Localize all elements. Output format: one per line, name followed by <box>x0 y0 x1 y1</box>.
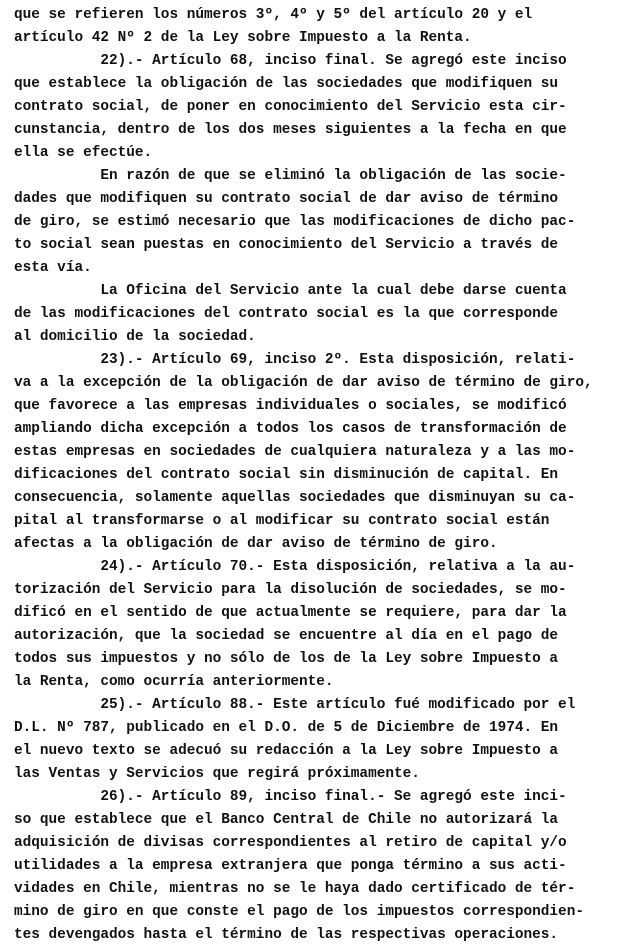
text-line: La Oficina del Servicio ante la cual debe darse cuenta <box>14 283 567 299</box>
text-line: cunstancia, dentro de los dos meses siguientes a la fecha en que <box>14 122 567 138</box>
text-line: autorización, que la sociedad se encuentre al día en el pago de <box>14 628 559 644</box>
text-line: En razón de que se eliminó la obligación de las socie- <box>14 168 567 184</box>
text-line: adquisición de divisas correspondientes al retiro de capital y/o <box>14 835 567 851</box>
text-line: so que establece que el Banco Central de Chile no autorizará la <box>14 812 559 828</box>
text-line: dificaciones del contrato social sin disminución de capital. En <box>14 467 559 483</box>
text-line: ampliando dicha excepción a todos los casos de transformación de <box>14 421 567 437</box>
text-line: de las modificaciones del contrato social es la que corresponde <box>14 306 559 322</box>
text-line: 22).- Artículo 68, inciso final. Se agregó este inciso <box>14 53 567 69</box>
text-line: utilidades a la empresa extranjera que ponga término a sus acti- <box>14 858 567 874</box>
text-line: estas empresas en sociedades de cualquiera naturaleza y a las mo- <box>14 444 576 460</box>
text-line: artículo 42 Nº 2 de la Ley sobre Impuesto a la Renta. <box>14 30 472 46</box>
text-line: al domicilio de la sociedad. <box>14 329 256 345</box>
text-line: el nuevo texto se adecuó su redacción a la Ley sobre Impuesto a <box>14 743 559 759</box>
text-line: mino de giro en que conste el pago de los impuestos correspondien- <box>14 904 584 920</box>
text-line: vidades en Chile, mientras no se le haya dado certificado de tér- <box>14 881 576 897</box>
text-line: de giro, se estimó necesario que las modificaciones de dicho pac- <box>14 214 576 230</box>
text-line: 23).- Artículo 69, inciso 2º. Esta disposición, relati- <box>14 352 576 368</box>
text-line: dades que modifiquen su contrato social de dar aviso de término <box>14 191 559 207</box>
text-line: 24).- Artículo 70.- Esta disposición, relativa a la au- <box>14 559 576 575</box>
text-line: torización del Servicio para la disolución de sociedades, se mo- <box>14 582 567 598</box>
text-line: que se refieren los números 3º, 4º y 5º del artículo 20 y el <box>14 7 533 23</box>
text-line: afectas a la obligación de dar aviso de término de giro. <box>14 536 498 552</box>
text-line: contrato social, de poner en conocimiento del Servicio esta cir- <box>14 99 567 115</box>
text-line: que establece la obligación de las sociedades que modifiquen su <box>14 76 559 92</box>
text-line: ella se efectúe. <box>14 145 153 161</box>
text-line: va a la excepción de la obligación de dar aviso de término de giro, <box>14 375 593 391</box>
text-line: dificó en el sentido de que actualmente se requiere, para dar la <box>14 605 567 621</box>
text-line: tes devengados hasta el término de las respectivas operaciones. <box>14 927 559 943</box>
text-line: 26).- Artículo 89, inciso final.- Se agregó este inci- <box>14 789 567 805</box>
text-line: que favorece a las empresas individuales o sociales, se modificó <box>14 398 567 414</box>
text-line: esta vía. <box>14 260 92 276</box>
text-line: las Ventas y Servicios que regirá próximamente. <box>14 766 420 782</box>
text-line: D.L. Nº 787, publicado en el D.O. de 5 de Diciembre de 1974. En <box>14 720 559 736</box>
text-line: to social sean puestas en conocimiento del Servicio a través de <box>14 237 559 253</box>
text-line: 25).- Artículo 88.- Este artículo fué modificado por el <box>14 697 576 713</box>
text-line: todos sus impuestos y no sólo de los de la Ley sobre Impuesto a <box>14 651 559 667</box>
text-line: consecuencia, solamente aquellas sociedades que disminuyan su ca- <box>14 490 576 506</box>
text-line: la Renta, como ocurría anteriormente. <box>14 674 334 690</box>
text-line: pital al transformarse o al modificar su contrato social están <box>14 513 550 529</box>
